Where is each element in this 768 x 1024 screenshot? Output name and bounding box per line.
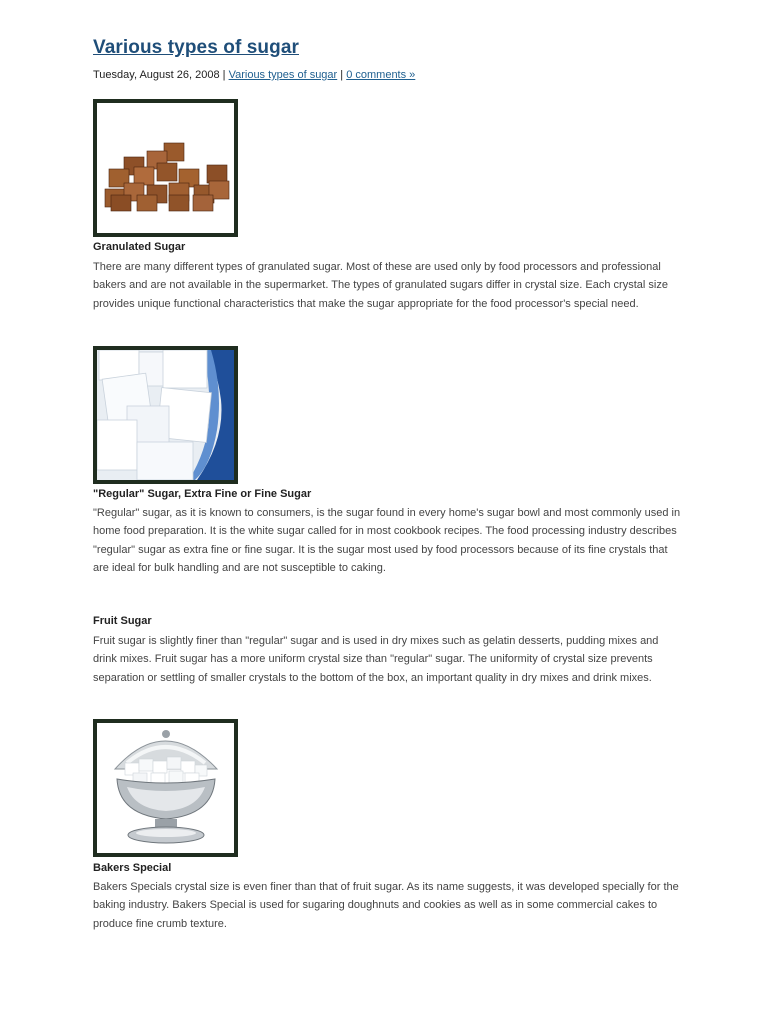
white-sugar-cubes-photo <box>93 346 238 484</box>
sugar-bowl-icon <box>97 723 234 853</box>
section-text: Bakers Specials crystal size is even finer than that of fruit sugar. As its name suggests, it was developed specially for the baking industry. Bakers Special is used for sugaring doughnuts and cookies as well as in some commercial cakes to produce fine crumb texture. <box>93 881 679 930</box>
section-text: "Regular" sugar, as it is known to consumers, is the sugar found in every home's sugar bowl and most commonly used in home food preparation. It is the white sugar called for in most cookbook recipes. The food processing industry describes "regular" sugar as extra fine or fine sugar. It is the sugar most used by food processors because of its fine crystals that are ideal for bulk handling and are not susceptible to caking. <box>93 507 681 574</box>
section-text: Fruit sugar is slightly finer than "regular" sugar and is used in dry mixes such as gelatin desserts, pudding mixes and drink mixes. Fruit sugar has a more uniform crystal size than "regular" sugar. The uniformity of crystal size prevents separation or settling of smaller crystals to the bottom of the box, an important quality in dry mixes and drink mixes. <box>93 635 659 684</box>
post-date: Tuesday, August 26, 2008 <box>93 69 220 81</box>
brown-sugar-cubes-photo <box>93 99 238 237</box>
section-text: There are many different types of granulated sugar. Most of these are used only by food processors and professional bakers and are not available in the supermarket. The types of granulated sugars differ in crystal size. Each crystal size provides unique functional characteristics that make the sugar appropriate for the food processor's special need. <box>93 261 668 310</box>
category-link[interactable]: Various types of sugar <box>228 69 338 81</box>
brown-sugar-cubes-icon <box>97 103 234 233</box>
section-heading: Fruit Sugar <box>93 615 152 627</box>
meta-separator: | <box>337 69 347 81</box>
meta-separator: | <box>219 69 229 81</box>
white-sugar-cubes-icon <box>97 350 234 480</box>
section-heading: Bakers Special <box>93 862 172 874</box>
comments-link[interactable]: 0 comments » <box>346 69 416 81</box>
sugar-bowl-photo <box>93 719 238 857</box>
section-heading: "Regular" Sugar, Extra Fine or Fine Sugar <box>93 488 312 500</box>
post-title[interactable]: Various types of sugar <box>93 37 299 58</box>
post-meta <box>93 69 415 81</box>
section-heading: Granulated Sugar <box>93 241 186 253</box>
